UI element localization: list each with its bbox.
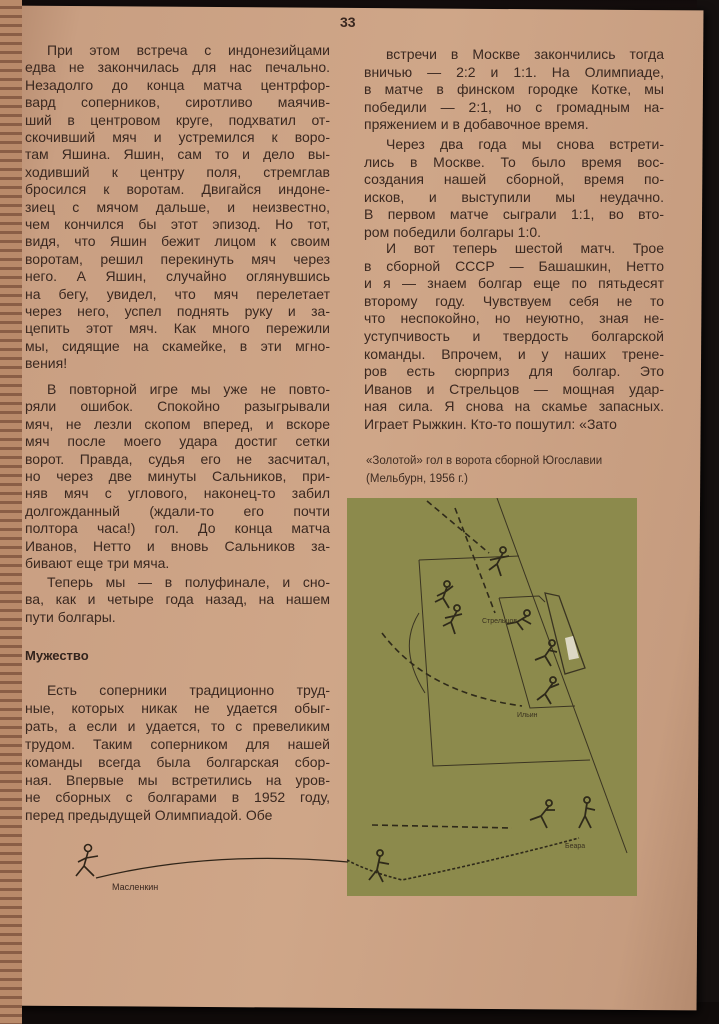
text-line: но через две минуты Сальников, при-	[25, 468, 330, 484]
text-line: чем кончился бы этот эпизод. Но тот,	[25, 216, 330, 232]
text-line: бивают еще три мяча.	[25, 555, 170, 571]
penalty-arc	[409, 613, 425, 693]
runner-icon	[76, 852, 98, 876]
text-line: ные, которых никак не удается обыг-	[25, 699, 330, 716]
text-line: ная сила. Я снова на скамье запасных.	[364, 398, 664, 415]
text-line: В повторной игре мы уже не повто-	[47, 381, 330, 397]
player-figure	[537, 677, 559, 704]
text-line: создания нашей сборной, время по-	[364, 171, 664, 188]
text-line: исков, и выступили мы неудачно.	[364, 188, 664, 205]
text-line: вничью — 2:2 и 1:1. На Олимпиаде,	[364, 63, 664, 80]
text-line: на бегу, увидел, что мяч перелетает	[25, 285, 330, 302]
text-line: уступчивость и твердость болгарской	[364, 328, 664, 344]
players	[369, 547, 595, 882]
text-line: команды всегда была болгарская сбор-	[25, 753, 330, 770]
text-line: зиец с мячом дальше, и неизвестно,	[25, 198, 330, 215]
text-line: цепить этот мяч. Как много пережили	[25, 320, 330, 337]
goal-diagram	[347, 498, 637, 896]
text-line: второму году. Чувствуем себя не то	[364, 292, 664, 309]
text-line: Незадолго до конца матча центрфор-	[25, 76, 330, 93]
field-lines	[409, 498, 627, 853]
text-line: через него, успел поднять руку и за-	[25, 303, 330, 319]
goal-net	[545, 593, 585, 674]
text-line: Иванов, Нетто и вновь Сальников за-	[25, 537, 330, 554]
text-line: бросился к воротам. Двигайся индоне-	[25, 181, 330, 198]
player-figure	[530, 800, 555, 828]
player-figure	[443, 605, 462, 634]
runner-illustration	[70, 840, 350, 900]
text-line: и я — знаем болгар еще по пятьдесят	[364, 275, 664, 292]
text-line: Через два года мы снова встрети-	[386, 136, 664, 152]
text-line: что неспокойно, но неуютно, зная не-	[364, 310, 664, 327]
text-line: И вот теперь шестой матч. Трое	[386, 240, 664, 256]
text-line: в сборной СССР — Башашкин, Нетто	[364, 257, 664, 274]
previous-page-edge	[0, 0, 22, 1024]
diagram-svg	[347, 498, 637, 896]
goalkeeper-patch	[565, 636, 579, 660]
ball-path	[347, 838, 579, 880]
ball-trajectory	[96, 858, 348, 878]
text-line: Иванов и Стрельцов — мощная удар-	[364, 380, 664, 397]
text-line: видя, что Яшин бежит лицом к своим	[25, 233, 330, 250]
text-line: ная. Впервые мы встретились на уров-	[25, 771, 330, 788]
text-line: ходивший к центру поля, стремглав	[25, 163, 330, 180]
text-line: Играет Рыжкин. Кто-то пошутил: «Зато	[364, 416, 617, 432]
goal-area	[499, 596, 545, 602]
label-start-player: Масленкин	[112, 882, 159, 892]
text-line: воротам, решил перекинуть мяч через	[25, 250, 330, 267]
text-line: Теперь мы — в полуфинале, и сно-	[47, 574, 330, 590]
player-figure	[435, 581, 453, 608]
text-line: полтора часа!) гол. До конца матча	[25, 520, 330, 537]
text-line: В первом матче сыграли 1:1, во вто-	[364, 206, 664, 223]
section-heading: Мужество	[25, 648, 89, 663]
text-line: скочивший мяч и устремился к воро-	[25, 129, 330, 145]
player-figure	[489, 547, 509, 576]
figure-caption-line1: «Золотой» гол в ворота сборной Югославии	[366, 455, 603, 467]
text-line: рать, а если и удается, то с превеликим	[25, 717, 330, 734]
label-scorer: Ильин	[517, 712, 538, 719]
text-line: трудом. Таким соперником для нашей	[25, 735, 330, 752]
goal-line	[497, 498, 627, 853]
player-figure	[579, 797, 595, 828]
text-line: команды. Впрочем, и у наших трене-	[364, 345, 664, 362]
text-line: ров есть сюрприз для болгар. Это	[364, 363, 664, 380]
player-figure	[369, 850, 389, 882]
text-line: ший в центровом круге, подхватил от-	[25, 111, 330, 128]
text-line: вения!	[25, 355, 68, 372]
text-line: перед предыдущей Олимпиадой. Обе	[25, 807, 273, 824]
text-line: там Яшина. Яшин, сам то и дело вы-	[25, 146, 330, 163]
text-line: мы, сидящие на скамейке, в эти мгно-	[25, 337, 330, 354]
text-line: ва, как и четыре года назад, на нашем	[25, 591, 330, 608]
text-line: ворот. Правда, судья его не засчитал,	[25, 450, 330, 467]
text-line: вард соперников, сиротливо маячив-	[25, 94, 330, 111]
text-line: Есть соперники традиционно труд-	[47, 682, 330, 698]
label-striker: Стрельцов	[482, 618, 518, 625]
text-line: него. А Яшин, случайно оглянувшись	[25, 268, 330, 285]
text-line: в матче в финском городке Котке, мы	[364, 81, 664, 98]
text-line: едва не закончилась для нас печально.	[25, 59, 330, 76]
text-line: не сборных с болгарами в 1952 году,	[25, 789, 330, 806]
text-line: мяч после моего удара достиг сетки	[25, 433, 330, 450]
text-line: лись в Москве. То было время вос-	[364, 153, 664, 170]
text-line: пути болгары.	[25, 608, 116, 625]
text-line: мяч, не лезли скопом вперед, и вскоре	[25, 415, 330, 432]
page-number: 33	[340, 14, 356, 30]
text-line: няв мяч с углового, наконец-то забил	[25, 485, 330, 502]
text-line: пряжением и в добавочное время.	[364, 116, 589, 133]
text-line: победили — 2:1, но с громадным на-	[364, 98, 664, 115]
label-goalkeeper: Беара	[565, 843, 586, 850]
text-line: При этом встреча с индонезийцами	[47, 42, 330, 58]
text-line: ряли ошибок. Спокойно разыгрывали	[25, 398, 330, 415]
figure-caption-line2: (Мельбурн, 1956 г.)	[366, 473, 468, 485]
text-line: встречи в Москве закончились тогда	[386, 46, 664, 62]
text-line: ром победили болгары 1:0.	[364, 224, 542, 240]
text-line: долгожданный (ждали-то его почти	[25, 502, 330, 519]
